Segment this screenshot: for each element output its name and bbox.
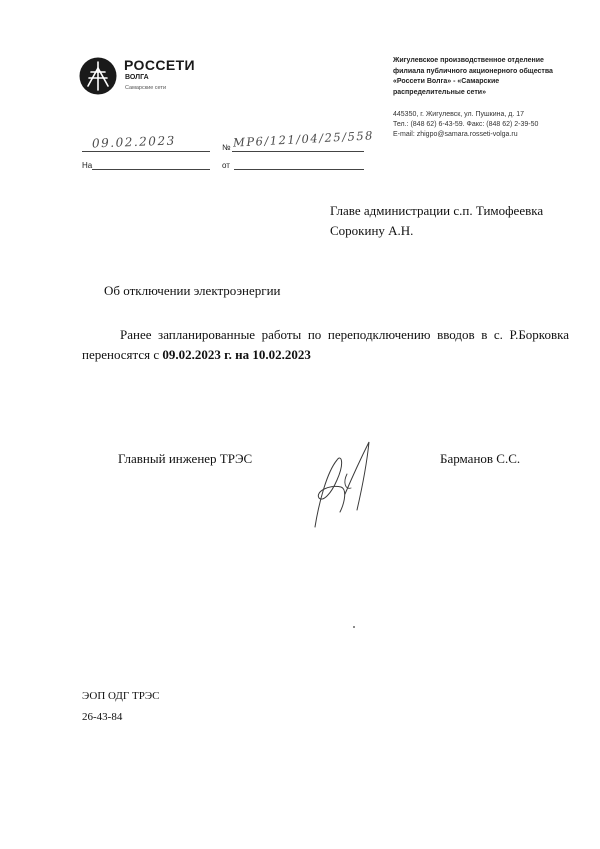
ot-underline <box>234 169 364 170</box>
body-paragraph <box>82 325 569 365</box>
logo-name: РОССЕТИ <box>124 57 196 73</box>
phone-fax: Тел.: (848 62) 6-43-59. Факс: (848 62) 2-39-50 <box>393 121 539 128</box>
rosseti-logo-icon <box>78 56 118 96</box>
na-underline <box>92 169 210 170</box>
org-line: «Россети Волга» - «Самарские <box>393 78 500 85</box>
number-label: № <box>222 143 231 152</box>
signatory-name: Барманов С.С. <box>440 451 521 466</box>
body-line-prefix: переносятся с <box>82 347 163 362</box>
org-line: филиала публичного акционерного общества <box>393 67 553 75</box>
footer-department: ЭОП ОДГ ТРЭС <box>82 690 160 702</box>
organization-name <box>393 56 583 98</box>
date-underline <box>82 151 210 152</box>
subject: Об отключении электроэнергии <box>104 283 281 298</box>
org-line: распределительные сети» <box>393 88 486 96</box>
organization-contacts <box>393 110 583 140</box>
signatory-title: Главный инженер ТРЭС <box>118 451 253 466</box>
ot-label: от <box>222 161 230 170</box>
scan-speck <box>353 626 355 628</box>
email: E-mail: zhigpo@samara.rosseti-volga.ru <box>393 131 518 138</box>
handwritten-date: 09.02.2023 <box>91 133 176 151</box>
addressee-line: Сорокину А.Н. <box>330 222 414 238</box>
logo-subtitle: ВОЛГА <box>125 74 149 81</box>
footer-phone: 26-43-84 <box>82 711 123 723</box>
body-line: Ранее запланированные работы по переподключению вводов в с. Р.Борковка <box>120 327 569 342</box>
address: 445350, г. Жигулевск, ул. Пушкина, д. 17 <box>393 111 525 118</box>
logo-branch: Самарские сети <box>125 85 167 91</box>
addressee-line: Главе администрации с.п. Тимофеевка <box>330 203 544 218</box>
addressee <box>330 201 543 240</box>
org-line: Жигулевское производственное отделение <box>393 57 544 64</box>
number-underline <box>232 151 364 152</box>
body-dates: 09.02.2023 г. на 10.02.2023 <box>162 347 311 362</box>
na-label: На <box>82 161 93 170</box>
handwritten-signature <box>285 432 395 537</box>
handwritten-number: МР6/121/04/25/558 <box>232 128 375 150</box>
